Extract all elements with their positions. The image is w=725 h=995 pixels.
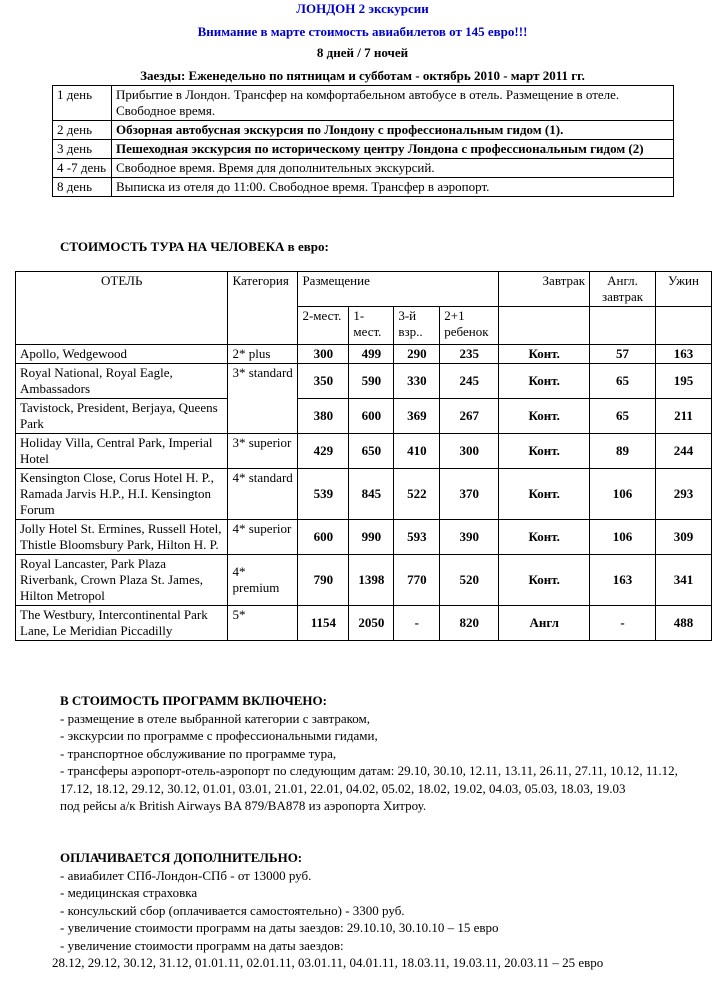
breakfast-type: Конт. bbox=[499, 399, 590, 434]
included-item: - транспортное обслуживание по программе тура, bbox=[60, 745, 337, 761]
price-eng-breakfast: 106 bbox=[590, 469, 656, 520]
price-double: 600 bbox=[298, 520, 349, 555]
subheader-empty bbox=[499, 307, 590, 345]
price-third-adult: 290 bbox=[394, 345, 440, 364]
included-item: - экскурсии по программе с профессиональными гидами, bbox=[60, 728, 378, 743]
price-eng-breakfast: 106 bbox=[590, 520, 656, 555]
breakfast-type: Конт. bbox=[499, 434, 590, 469]
price-table bbox=[15, 271, 712, 641]
price-child: 370 bbox=[440, 469, 499, 520]
itinerary-row bbox=[53, 86, 674, 121]
hotel-category: 4* superior bbox=[228, 520, 298, 555]
header-eng-breakfast: Англ. завтрак bbox=[590, 272, 656, 307]
price-single: 845 bbox=[349, 469, 394, 520]
header-hotel: ОТЕЛЬ bbox=[16, 272, 228, 345]
price-single: 2050 bbox=[349, 606, 394, 641]
price-double: 539 bbox=[298, 469, 349, 520]
itinerary-row bbox=[53, 159, 674, 178]
header-breakfast: Завтрак bbox=[499, 272, 590, 307]
extra-item: - увеличение стоимости программ на даты заездов: bbox=[60, 937, 344, 953]
price-row bbox=[16, 434, 712, 469]
price-dinner: 488 bbox=[656, 606, 712, 641]
breakfast-type: Англ bbox=[499, 606, 590, 641]
extra-item: 28.12, 29.12, 30.12, 31.12, 01.01.11, 02.01.11, 03.01.11, 04.01.11, 18.03.11, 19.03.11, 20.03.11 – 25 евро bbox=[52, 955, 604, 970]
price-dinner: 244 bbox=[656, 434, 712, 469]
itinerary-row bbox=[53, 178, 674, 197]
hotel-name: Royal Lancaster, Park Plaza Riverbank, Crown Plaza St. James, Hilton Metropol bbox=[16, 555, 228, 606]
price-child: 520 bbox=[440, 555, 499, 606]
price-row bbox=[16, 399, 712, 434]
price-row bbox=[16, 606, 712, 641]
itinerary-day: 2 день bbox=[53, 121, 112, 140]
price-eng-breakfast: - bbox=[590, 606, 656, 641]
price-child: 235 bbox=[440, 345, 499, 364]
included-section bbox=[60, 692, 700, 815]
itinerary-day: 3 день bbox=[53, 140, 112, 159]
included-title: В СТОИМОСТЬ ПРОГРАММ ВКЛЮЧЕНО: bbox=[60, 693, 327, 708]
price-header-row bbox=[16, 272, 712, 307]
price-third-adult: 410 bbox=[394, 434, 440, 469]
airfare-notice: Внимание в марте стоимость авиабилетов от 145 евро!!! bbox=[197, 24, 528, 39]
price-eng-breakfast: 65 bbox=[590, 364, 656, 399]
extra-item: - консульский сбор (оплачивается самостоятельно) - 3300 руб. bbox=[60, 902, 405, 918]
price-single: 990 bbox=[349, 520, 394, 555]
subheader-double: 2-мест. bbox=[298, 307, 349, 345]
hotel-name: Kensington Close, Corus Hotel H. P., Ramada Jarvis H.P., H.I. Kensington Forum bbox=[16, 469, 228, 520]
included-item: - трансферы аэропорт-отель-аэропорт по следующим датам: 29.10, 30.10, 12.11, 13.11, 26.11, 27.11, 10.12, 11.12, 17.12, 18.12, 29.12, 30.12, 01.01, 03.01, 21.01, 22.01, 04.02, 05.02, 18.02, 19.02, 04.03, 05.03, 18.03, 19.03 bbox=[60, 763, 678, 796]
breakfast-type: Конт. bbox=[499, 345, 590, 364]
hotel-name: Tavistock, President, Berjaya, Queens Park bbox=[16, 399, 228, 434]
hotel-category: 5* bbox=[228, 606, 298, 641]
price-double: 429 bbox=[298, 434, 349, 469]
price-row bbox=[16, 345, 712, 364]
price-row bbox=[16, 520, 712, 555]
itinerary-text: Пешеходная экскурсия по историческому центру Лондона с профессиональным гидом (2) bbox=[112, 140, 674, 159]
price-single: 499 bbox=[349, 345, 394, 364]
hotel-category: 3* superior bbox=[228, 434, 298, 469]
price-child: 300 bbox=[440, 434, 499, 469]
price-third-adult: 770 bbox=[394, 555, 440, 606]
price-double: 350 bbox=[298, 364, 349, 399]
breakfast-type: Конт. bbox=[499, 469, 590, 520]
price-double: 790 bbox=[298, 555, 349, 606]
breakfast-type: Конт. bbox=[499, 555, 590, 606]
price-eng-breakfast: 57 bbox=[590, 345, 656, 364]
itinerary-day: 8 день bbox=[53, 178, 112, 197]
subheader-empty bbox=[656, 307, 712, 345]
itinerary-row bbox=[53, 140, 674, 159]
subheader-child: 2+1 ребенок bbox=[440, 307, 499, 345]
itinerary-table bbox=[52, 85, 674, 197]
hotel-category: 2* plus bbox=[228, 345, 298, 364]
price-single: 600 bbox=[349, 399, 394, 434]
price-single: 590 bbox=[349, 364, 394, 399]
extra-item: - медицинская страховка bbox=[60, 885, 198, 900]
price-dinner: 309 bbox=[656, 520, 712, 555]
included-item: - размещение в отеле выбранной категории с завтраком, bbox=[60, 710, 370, 726]
price-eng-breakfast: 89 bbox=[590, 434, 656, 469]
breakfast-type: Конт. bbox=[499, 520, 590, 555]
price-dinner: 293 bbox=[656, 469, 712, 520]
header-dinner: Ужин bbox=[656, 272, 712, 307]
price-dinner: 163 bbox=[656, 345, 712, 364]
price-child: 820 bbox=[440, 606, 499, 641]
price-double: 380 bbox=[298, 399, 349, 434]
hotel-name: Royal National, Royal Eagle, Ambassadors bbox=[16, 364, 228, 399]
extra-item: - авиабилет СПб-Лондон-СПб - от 13000 руб. bbox=[60, 867, 312, 883]
price-single: 1398 bbox=[349, 555, 394, 606]
arrival-schedule: Заезды: Еженедельно по пятницам и субботам - октябрь 2010 - март 2011 гг. bbox=[140, 68, 585, 83]
price-child: 390 bbox=[440, 520, 499, 555]
hotel-category: 3* standard bbox=[228, 364, 298, 434]
price-row bbox=[16, 555, 712, 606]
itinerary-day: 1 день bbox=[53, 86, 112, 121]
price-child: 267 bbox=[440, 399, 499, 434]
price-third-adult: 593 bbox=[394, 520, 440, 555]
price-third-adult: 330 bbox=[394, 364, 440, 399]
price-eng-breakfast: 65 bbox=[590, 399, 656, 434]
hotel-category: 4* premium bbox=[228, 555, 298, 606]
included-item: под рейсы а/к British Airways BA 879/BA878 из аэропорта Хитроу. bbox=[60, 798, 427, 813]
price-third-adult: 522 bbox=[394, 469, 440, 520]
itinerary-text: Обзорная автобусная экскурсия по Лондону с профессиональным гидом (1). bbox=[112, 121, 674, 140]
price-double: 300 bbox=[298, 345, 349, 364]
itinerary-row bbox=[53, 121, 674, 140]
subheader-empty bbox=[590, 307, 656, 345]
subheader-third-adult: 3-й взр.. bbox=[394, 307, 440, 345]
price-dinner: 195 bbox=[656, 364, 712, 399]
hotel-category: 4* standard bbox=[228, 469, 298, 520]
extra-title: ОПЛАЧИВАЕТСЯ ДОПОЛНИТЕЛЬНО: bbox=[60, 850, 303, 865]
price-third-adult: - bbox=[394, 606, 440, 641]
hotel-name: Jolly Hotel St. Ermines, Russell Hotel, Thistle Bloomsbury Park, Hilton H. P. bbox=[16, 520, 228, 555]
hotel-name: The Westbury, Intercontinental Park Lane, Le Meridian Piccadilly bbox=[16, 606, 228, 641]
tour-duration: 8 дней / 7 ночей bbox=[316, 45, 409, 60]
itinerary-text: Прибытие в Лондон. Трансфер на комфортабельном автобусе в отель. Размещение в отеле. Свободное время. bbox=[112, 86, 674, 121]
price-double: 1154 bbox=[298, 606, 349, 641]
subheader-single: 1-мест. bbox=[349, 307, 394, 345]
hotel-name: Apollo, Wedgewood bbox=[16, 345, 228, 364]
hotel-name: Holiday Villa, Central Park, Imperial Hotel bbox=[16, 434, 228, 469]
extra-item: - увеличение стоимости программ на даты заездов: 29.10.10, 30.10.10 – 15 евро bbox=[60, 920, 499, 935]
price-third-adult: 369 bbox=[394, 399, 440, 434]
price-child: 245 bbox=[440, 364, 499, 399]
header-category: Категория bbox=[228, 272, 298, 345]
extra-section bbox=[52, 849, 712, 972]
itinerary-text: Свободное время. Время для дополнительных экскурсий. bbox=[112, 159, 674, 178]
price-dinner: 341 bbox=[656, 555, 712, 606]
price-row bbox=[16, 364, 712, 399]
itinerary-day: 4 -7 день bbox=[53, 159, 112, 178]
price-section-title: СТОИМОСТЬ ТУРА НА ЧЕЛОВЕКА в евро: bbox=[60, 239, 329, 254]
price-eng-breakfast: 163 bbox=[590, 555, 656, 606]
page-title: ЛОНДОН 2 экскурсии bbox=[296, 1, 429, 16]
header-accommodation: Размещение bbox=[298, 272, 499, 307]
price-dinner: 211 bbox=[656, 399, 712, 434]
price-single: 650 bbox=[349, 434, 394, 469]
itinerary-text: Выписка из отеля до 11:00. Свободное время. Трансфер в аэропорт. bbox=[112, 178, 674, 197]
price-row bbox=[16, 469, 712, 520]
breakfast-type: Конт. bbox=[499, 364, 590, 399]
